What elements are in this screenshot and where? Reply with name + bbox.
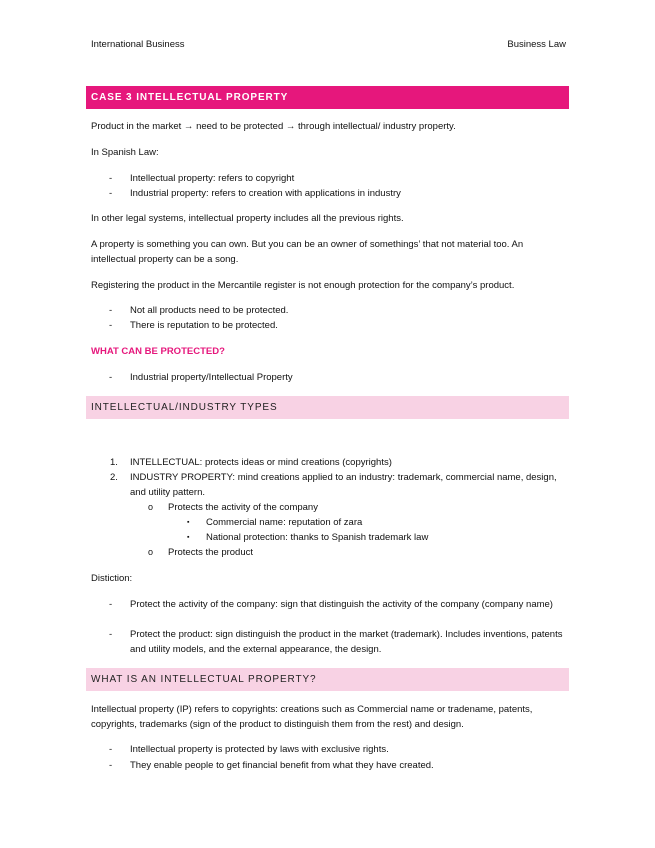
other-systems-paragraph: In other legal systems, intellectual property includes all the previous rights. <box>91 213 404 224</box>
bullet-dash: - <box>109 372 113 383</box>
bullet-dash: - <box>109 188 113 199</box>
spanish-law-label: In Spanish Law: <box>91 147 159 158</box>
square-bullet-icon: ▪ <box>187 519 190 526</box>
types-item-industry: INDUSTRY PROPERTY: mind creations applied to an industry: trademark, commercial name, design, and utility pattern. <box>130 472 557 498</box>
header-course: International Business <box>91 39 185 50</box>
bullet-dash: - <box>109 305 113 316</box>
types-heading: INTELLECTUAL/INDUSTRY TYPES <box>86 396 569 419</box>
distinction-label: Distiction: <box>91 573 133 584</box>
what-protected-heading: WHAT CAN BE PROTECTED? <box>91 346 225 357</box>
sub-sub-item: Commercial name: reputation of zara <box>206 517 363 528</box>
property-definition-paragraph: A property is something you can own. But you can be an owner of somethings’ that not material too. An intellectual property can be a song. <box>91 239 524 265</box>
list-item: Industrial property: refers to creation with applications in industry <box>130 188 401 199</box>
circle-bullet-icon: o <box>148 502 154 512</box>
bullet-dash: - <box>109 760 113 771</box>
list-item: Protect the product: sign distinguish the product in the market (trademark). Includes inventions, patents and utility models, and the external appearance, the design. <box>130 629 563 655</box>
list-number: 1. <box>110 457 118 468</box>
list-item: Industrial property/Intellectual Property <box>130 372 293 383</box>
bullet-dash: - <box>109 744 113 755</box>
square-bullet-icon: ▪ <box>187 534 190 541</box>
case-heading: CASE 3 INTELLECTUAL PROPERTY <box>86 86 569 109</box>
list-item: Intellectual property: refers to copyright <box>130 173 295 184</box>
bullet-dash: - <box>109 629 113 640</box>
bullet-dash: - <box>109 320 113 331</box>
sub-item: Protects the activity of the company <box>168 502 318 513</box>
circle-bullet-icon: o <box>148 547 154 557</box>
list-item: Not all products need to be protected. <box>130 305 289 316</box>
registering-paragraph: Registering the product in the Mercantile register is not enough protection for the company’s product. <box>91 280 515 291</box>
header-subject: Business Law <box>507 39 566 50</box>
ip-heading: WHAT IS AN INTELLECTUAL PROPERTY? <box>86 668 569 691</box>
list-item: There is reputation to be protected. <box>130 320 278 331</box>
list-item: Protect the activity of the company: sign that distinguish the activity of the company (company name) <box>130 599 553 610</box>
bullet-dash: - <box>109 599 113 610</box>
sub-sub-item: National protection: thanks to Spanish trademark law <box>206 532 429 543</box>
list-item: Intellectual property is protected by laws with exclusive rights. <box>130 744 389 755</box>
bullet-dash: - <box>109 173 113 184</box>
types-item-intellectual: INTELLECTUAL: protects ideas or mind creations (copyrights) <box>130 457 392 468</box>
list-item: They enable people to get financial benefit from what they have created. <box>130 760 434 771</box>
sub-item: Protects the product <box>168 547 254 558</box>
list-number: 2. <box>110 472 118 483</box>
intro-paragraph: Product in the market → need to be protected → through intellectual/ industry property. <box>91 121 456 132</box>
ip-definition-paragraph: Intellectual property (IP) refers to copyrights: creations such as Commercial name or tradename, patents, copyrights, trademarks (sign of the product to distinguish them from the rest) and design. <box>91 704 533 730</box>
